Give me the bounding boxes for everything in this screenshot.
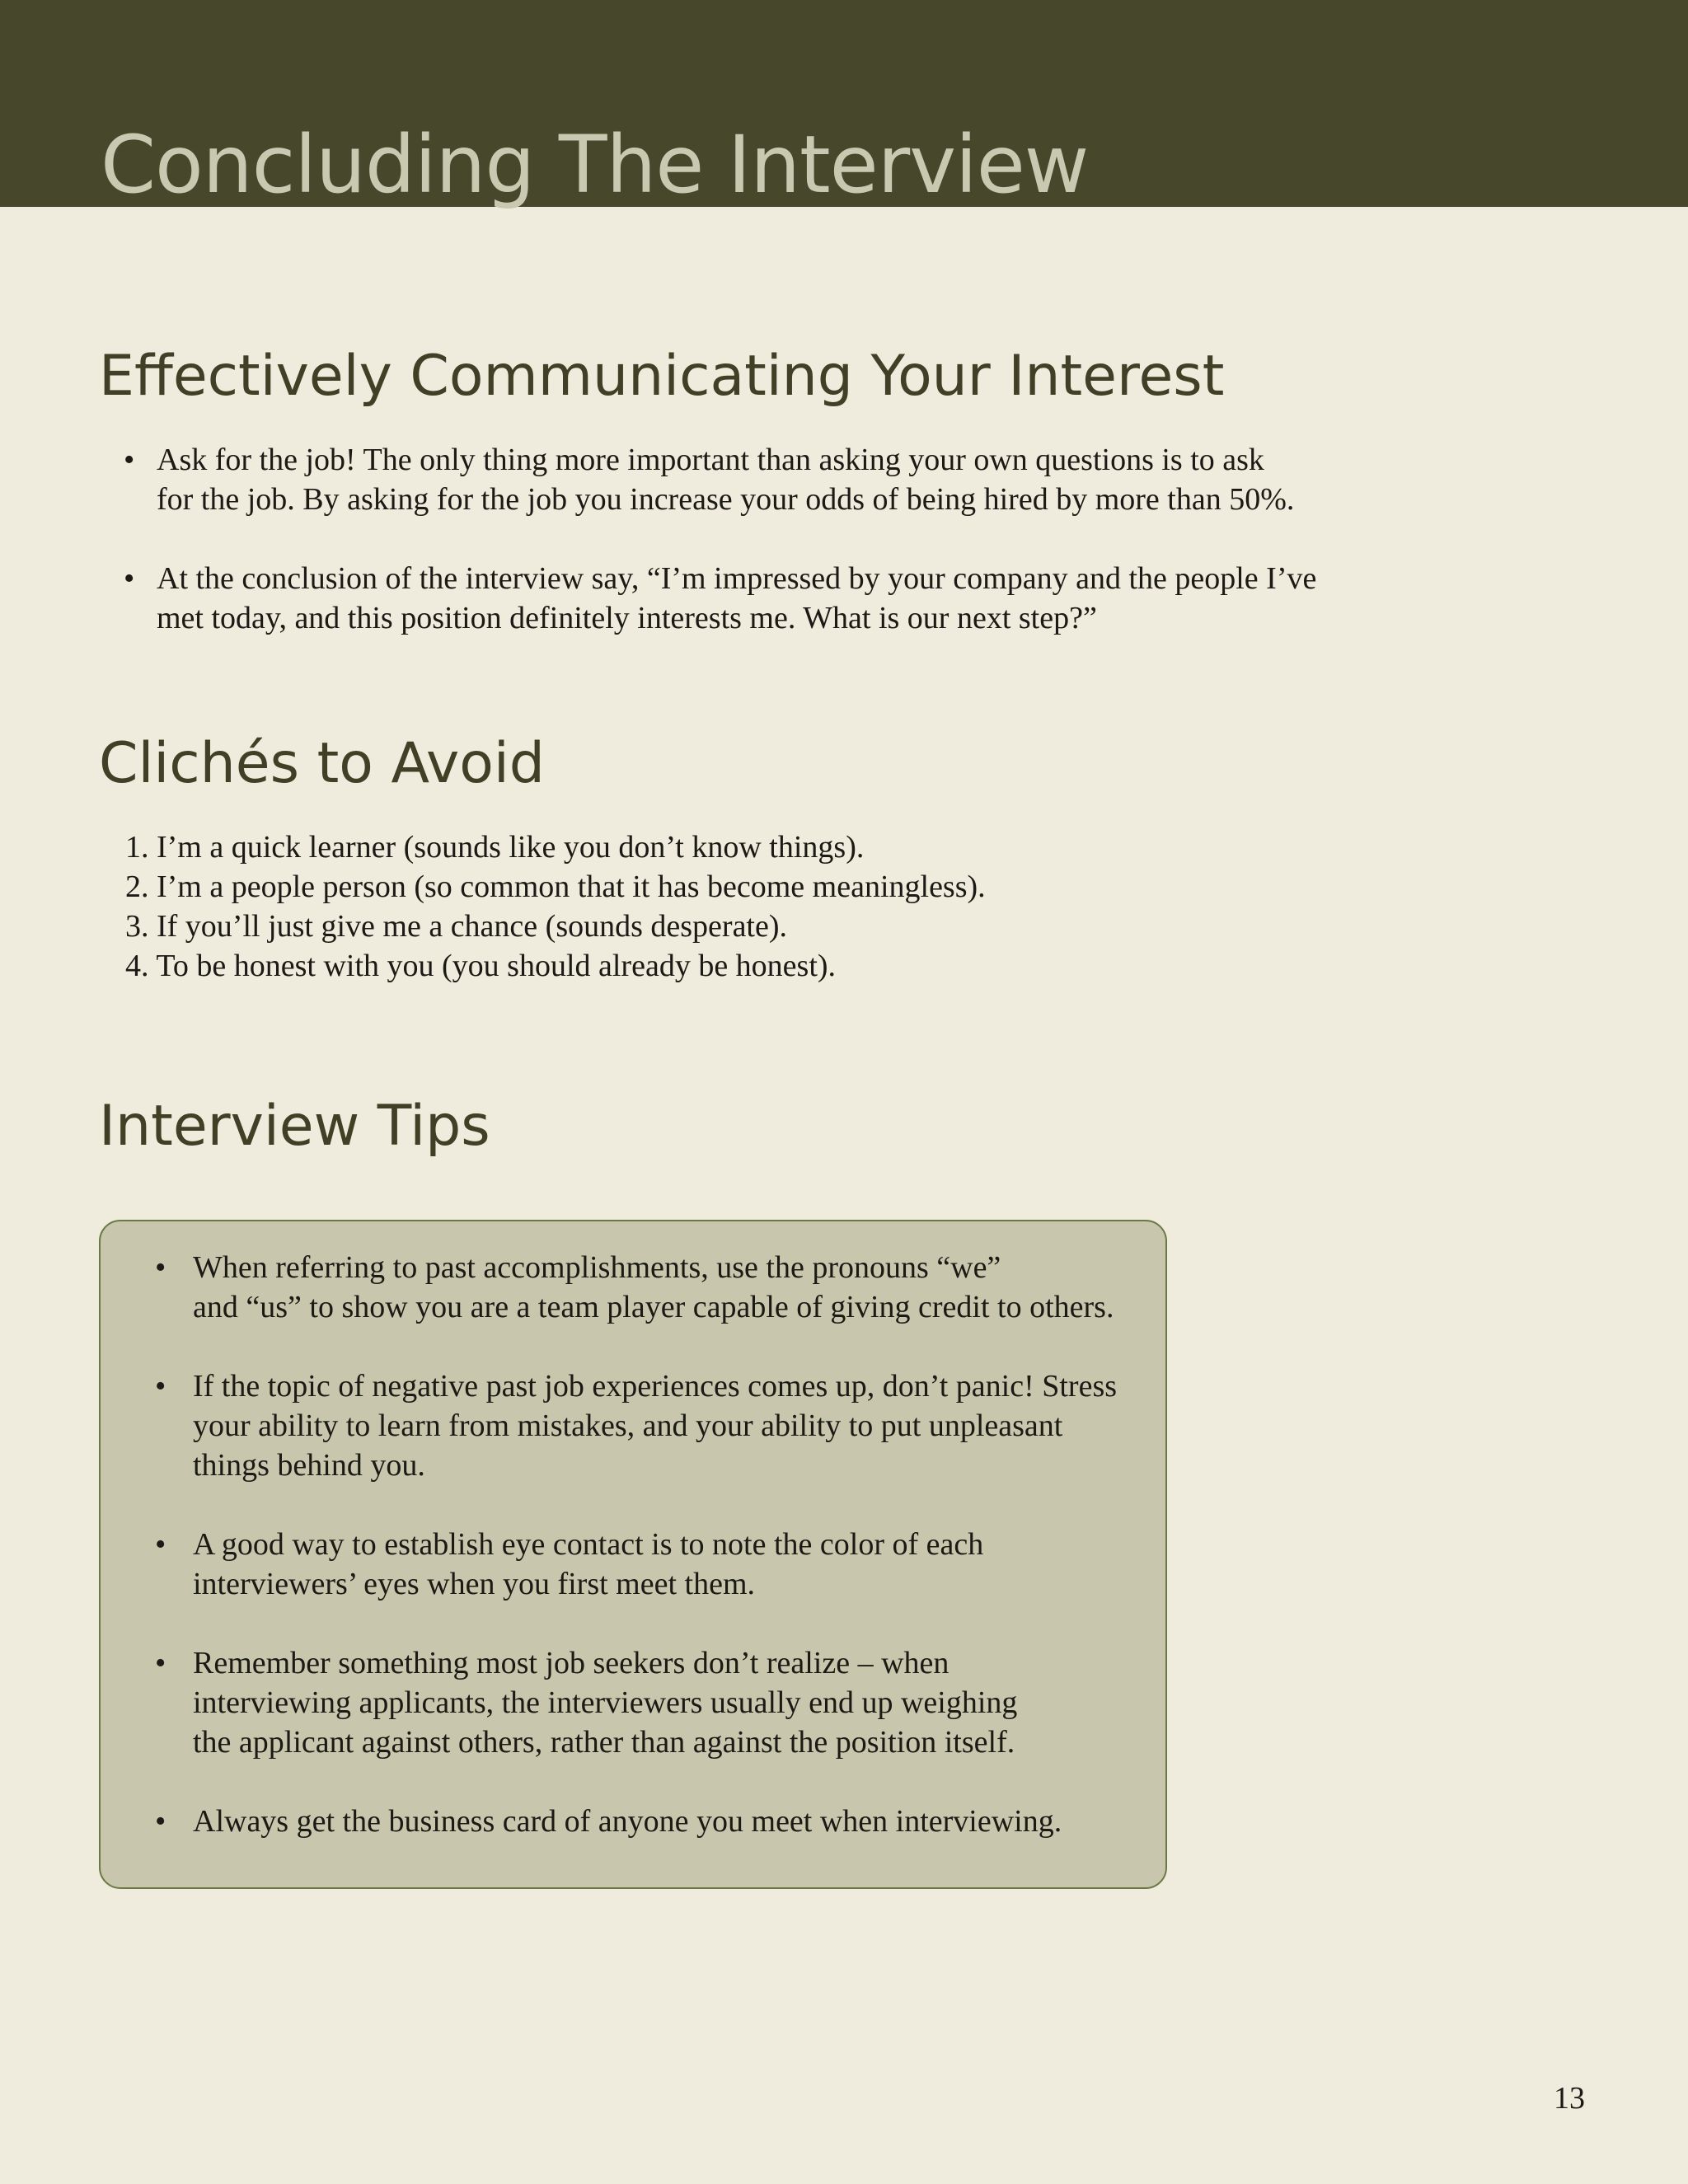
tip-line: interviewers’ eyes when you first meet them. [193, 1567, 756, 1601]
list-item: 4. To be honest with you (you should already be honest). [125, 949, 837, 983]
tip-line: Remember something most job seekers don’t realize – when [193, 1646, 950, 1680]
section-heading-interest: Effectively Communicating Your Interest [99, 344, 1225, 409]
bullet-icon: • [124, 443, 135, 477]
bullet-icon: • [155, 1250, 166, 1285]
tip-line: When referring to past accomplishments, use the pronouns “we” [193, 1250, 1001, 1285]
bullet-icon: • [155, 1804, 166, 1839]
tip-line: interviewing applicants, the interviewers usually end up weighing [193, 1685, 1018, 1720]
page-number: 13 [1554, 2081, 1585, 2116]
cliche-list [125, 827, 986, 986]
list-item [155, 1366, 1144, 1485]
list-item: 3. If you’ll just give me a chance (sounds desperate). [125, 909, 788, 944]
tip-line: and “us” to show you are a team player capable of giving credit to others. [193, 1290, 1114, 1324]
list-item [124, 440, 1376, 519]
list-item [124, 559, 1376, 638]
tip-line: your ability to learn from mistakes, and your ability to put unpleasant [193, 1408, 1063, 1443]
bullet-icon: • [155, 1369, 166, 1404]
bullet-line: for the job. By asking for the job you increase your odds of being hired by more than 50%. [157, 482, 1295, 517]
tip-line: A good way to establish eye contact is to note the color of each [193, 1527, 984, 1562]
tip-line: Always get the business card of anyone you meet when interviewing. [193, 1804, 1062, 1839]
bullet-line: Ask for the job! The only thing more important than asking your own questions is to ask [157, 443, 1264, 477]
list-item [155, 1525, 1144, 1604]
list-item [155, 1643, 1144, 1762]
bullet-line: met today, and this position definitely interests me. What is our next step?” [157, 601, 1097, 635]
tips-callout-box [99, 1220, 1167, 1889]
list-item: 2. I’m a people person (so common that it has become meaningless). [125, 869, 986, 904]
list-item: 1. I’m a quick learner (sounds like you don’t know things). [125, 830, 865, 865]
bullet-icon: • [155, 1527, 166, 1562]
tips-bullet-list [155, 1248, 1144, 1841]
tip-line: If the topic of negative past job experiences comes up, don’t panic! Stress [193, 1369, 1118, 1404]
bullet-icon: • [155, 1646, 166, 1680]
page-title: Concluding The Interview [101, 119, 1089, 211]
section-heading-tips: Interview Tips [99, 1094, 490, 1159]
bullet-line: At the conclusion of the interview say, “I’m impressed by your company and the people I’ve [157, 561, 1317, 596]
interest-bullet-list [124, 440, 1376, 638]
section-heading-cliches: Clichés to Avoid [99, 731, 545, 796]
list-item [155, 1802, 1144, 1841]
tip-line: things behind you. [193, 1448, 425, 1483]
bullet-icon: • [124, 561, 135, 596]
tip-line: the applicant against others, rather than against the position itself. [193, 1725, 1015, 1760]
list-item [155, 1248, 1144, 1327]
